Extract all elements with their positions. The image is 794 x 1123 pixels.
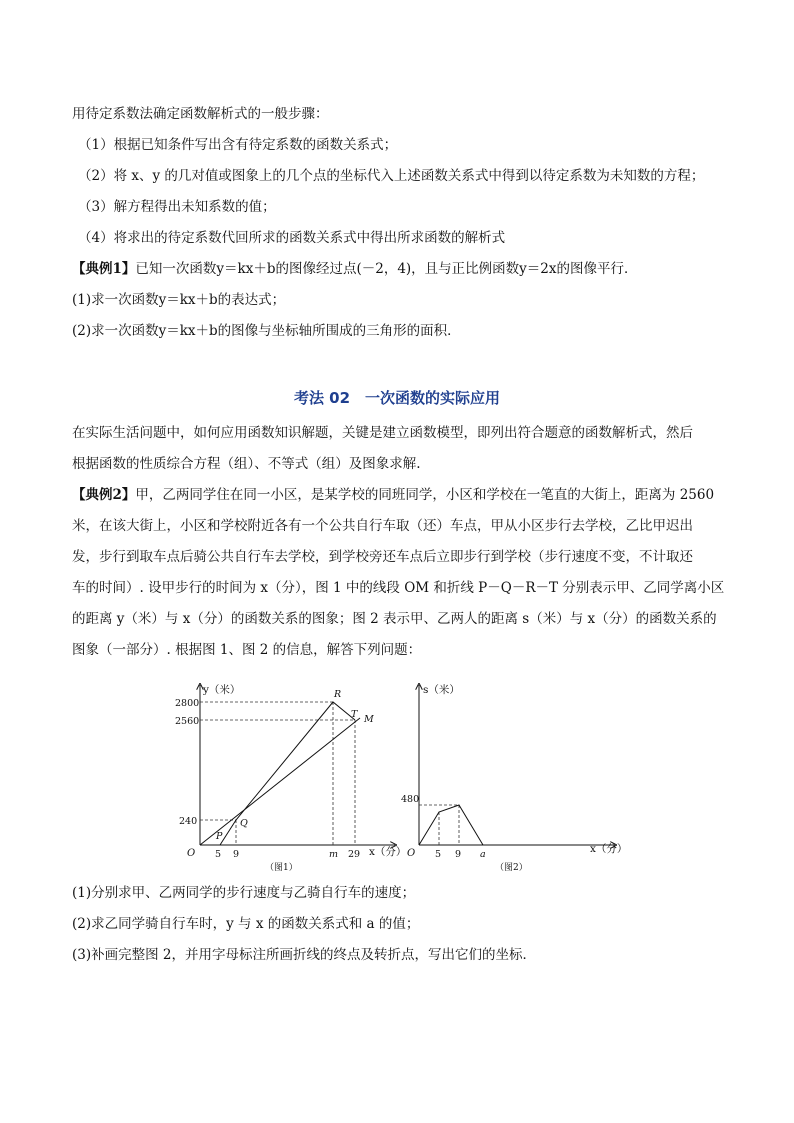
fig1-point-T: T <box>351 709 358 720</box>
example1-statement <box>72 259 638 279</box>
section2-intro-line2: 根据函数的性质综合方程（组）、不等式（组）及图象求解. <box>72 456 421 472</box>
fig2-y-label: s（米） <box>423 684 460 696</box>
step-2: （2）将 x、y 的几对值或图象上的几个点的坐标代入上述函数关系式中得到以待定系数为未知数的方程； <box>78 168 705 184</box>
example2-line-1 <box>72 485 714 505</box>
fig1-point-P: P <box>216 831 223 842</box>
fig1-point-M: M <box>364 714 374 725</box>
example1-text: 已知一次函数y＝kx＋b的图像经过点(－2，4)，且与正比例函数y＝2x的图像平行． <box>135 261 638 277</box>
example2-q3: (3)补画完整图 2，并用字母标注所画折线的终点及转折点，写出它们的坐标． <box>72 947 537 963</box>
example2-q2: (2)求乙同学骑自行车时，y 与 x 的函数关系式和 a 的值； <box>72 916 420 932</box>
step-1: （1）根据已知条件写出含有待定系数的函数关系式； <box>78 137 398 153</box>
fig2-xtick-a: a <box>480 849 486 860</box>
example2-line-2: 米，在该大街上，小区和学校附近各有一个公共自行车取（还）车点，甲从小区步行去学校，乙比甲迟出 <box>72 518 693 534</box>
fig2-x-label: x（分） <box>590 843 628 855</box>
fig1-xtick-m: m <box>329 849 339 860</box>
fig1-ytick-2560: 2560 <box>175 716 200 727</box>
example2-line-3: 发，步行到取车点后骑公共自行车去学校，到学校旁还车点后立即步行到学校（步行速度不变，不计取还 <box>72 549 693 565</box>
fig2-xtick-9: 9 <box>455 849 462 860</box>
fig1-x-label: x（分） <box>369 846 407 858</box>
fig1-xtick-29: 29 <box>348 849 361 860</box>
fig1-origin: O <box>187 848 196 859</box>
figure-2 <box>400 680 630 875</box>
fig2-ytick-480: 480 <box>401 794 420 805</box>
step-3: （3）解方程得出未知系数的值； <box>78 199 276 215</box>
example2-tag: 【典例2】 <box>72 487 136 503</box>
section2-intro-line1: 在实际生活问题中，如何应用函数知识解题，关键是建立函数模型，即列出符合题意的函数解析式，然后 <box>72 425 693 441</box>
fig1-ytick-240: 240 <box>179 816 198 827</box>
fig1-xtick-9: 9 <box>233 849 240 860</box>
fig2-caption: （图2） <box>495 863 528 873</box>
fig2-origin: O <box>407 848 416 859</box>
step-4: （4）将求出的待定系数代回所求的函数关系式中得出所求函数的解析式 <box>78 230 506 246</box>
fig1-ytick-2800: 2800 <box>175 698 200 709</box>
fig2-polyline <box>419 805 483 845</box>
fig1-point-Q: Q <box>240 818 248 829</box>
example2-line-5: 的距离 y（米）与 x（分）的函数关系的图象；图 2 表示甲、乙两人的距离 s（米）与 x（分）的函数关系的 <box>72 611 717 627</box>
intro-heading: 用待定系数法确定函数解析式的一般步骤： <box>72 106 329 122</box>
fig1-caption: （图1） <box>265 863 298 873</box>
example2-line-6: 图象（一部分）. 根据图 1、图 2 的信息，解答下列问题： <box>72 642 422 658</box>
example1-q1: (1)求一次函数y＝kx＋b的表达式； <box>72 292 286 308</box>
section-title: 考法 02 一次函数的实际应用 <box>293 389 501 407</box>
fig2-xtick-5: 5 <box>435 849 442 860</box>
example2-line-4: 车的时间）. 设甲步行的时间为 x（分），图 1 中的线段 OM 和折线 P－Q－R－T 分别表示甲、乙同学离小区 <box>72 580 725 596</box>
fig1-y-label: y（米） <box>203 684 241 696</box>
fig1-line-OM <box>200 718 360 845</box>
fig1-xtick-5: 5 <box>215 849 222 860</box>
example1-q2: (2)求一次函数y＝kx＋b的图像与坐标轴所围成的三角形的面积． <box>72 323 461 339</box>
example2-q1: (1)分别求甲、乙两同学的步行速度与乙骑自行车的速度； <box>72 885 416 901</box>
fig1-point-R: R <box>334 689 342 700</box>
figure-1 <box>170 680 410 875</box>
example2-text-1: 甲，乙两同学住在同一小区，是某学校的同班同学，小区和学校在一笔直的大街上，距离为 2560 <box>135 487 715 503</box>
example1-tag: 【典例1】 <box>72 261 136 277</box>
